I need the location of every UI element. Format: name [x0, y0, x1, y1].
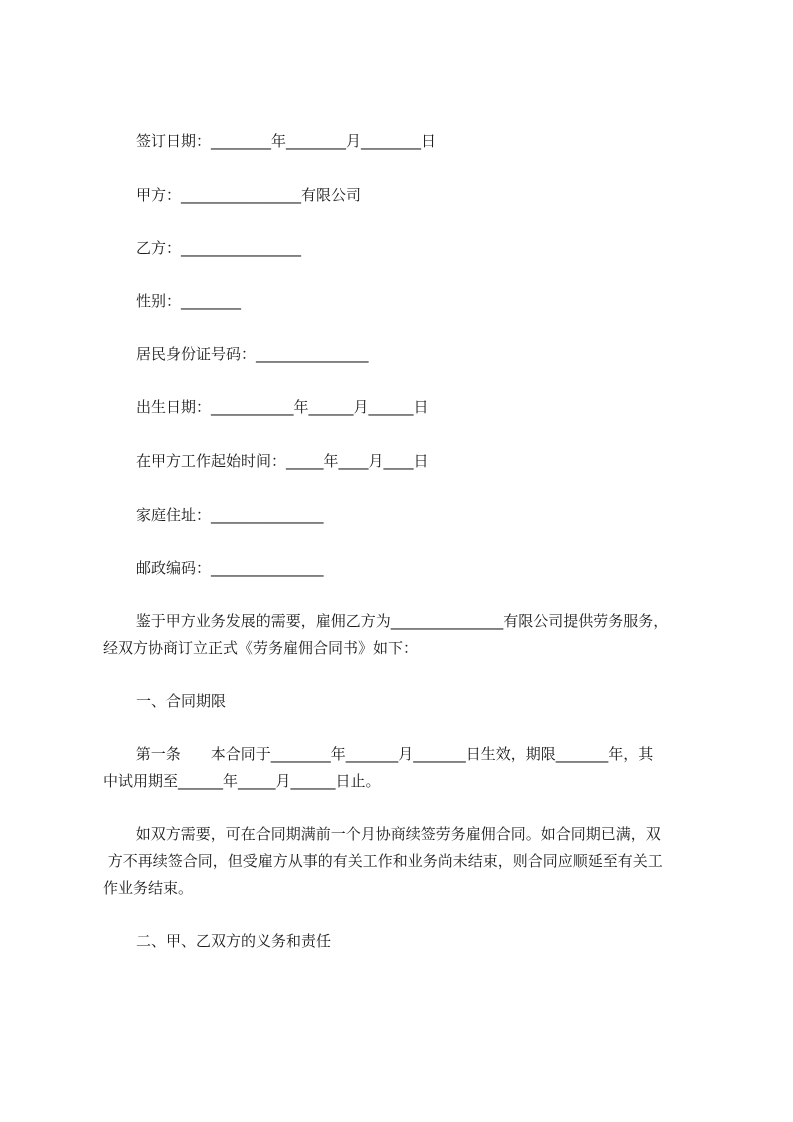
article-1-line-1: 第一条 本合同于________年_______月_______日生效，期限_______年，其: [131, 745, 654, 763]
renewal-line-2: 方不再续签合同，但受雇方从事的有关工作和业务尚未结束，则合同应顺延至有关工: [103, 852, 663, 870]
id-number-field: 居民身份证号码：_______________: [136, 345, 369, 363]
party-b-field: 乙方：________________: [136, 239, 302, 257]
birth-date-field: 出生日期：___________年______月______日: [136, 398, 429, 416]
home-address-field: 家庭住址：_______________: [136, 506, 324, 524]
postal-code-field: 邮政编码：_______________: [136, 559, 324, 577]
start-date-field: 在甲方工作起始时间：_____年____月____日: [136, 452, 429, 470]
preamble-line-1: 鉴于甲方业务发展的需要，雇佣乙方为_______________有限公司提供劳务服务，: [131, 612, 669, 630]
renewal-line-3: 作业务结束。: [103, 879, 194, 897]
gender-field: 性别：________: [136, 292, 242, 310]
sign-date-field: 签订日期：________年________月________日: [136, 132, 437, 150]
party-a-field: 甲方：________________有限公司: [136, 186, 362, 204]
preamble-line-2: 经双方协商订立正式《劳务雇佣合同书》如下：: [103, 639, 419, 657]
article-1-line-2: 中试用期至______年_____月______日止。: [103, 772, 381, 790]
section-1-heading: 一、合同期限: [136, 692, 227, 710]
section-2-heading: 二、甲、乙双方的义务和责任: [136, 932, 332, 950]
renewal-line-1: 如双方需要，可在合同期满前一个月协商续签劳务雇佣合同。如合同期已满，双: [131, 825, 661, 843]
